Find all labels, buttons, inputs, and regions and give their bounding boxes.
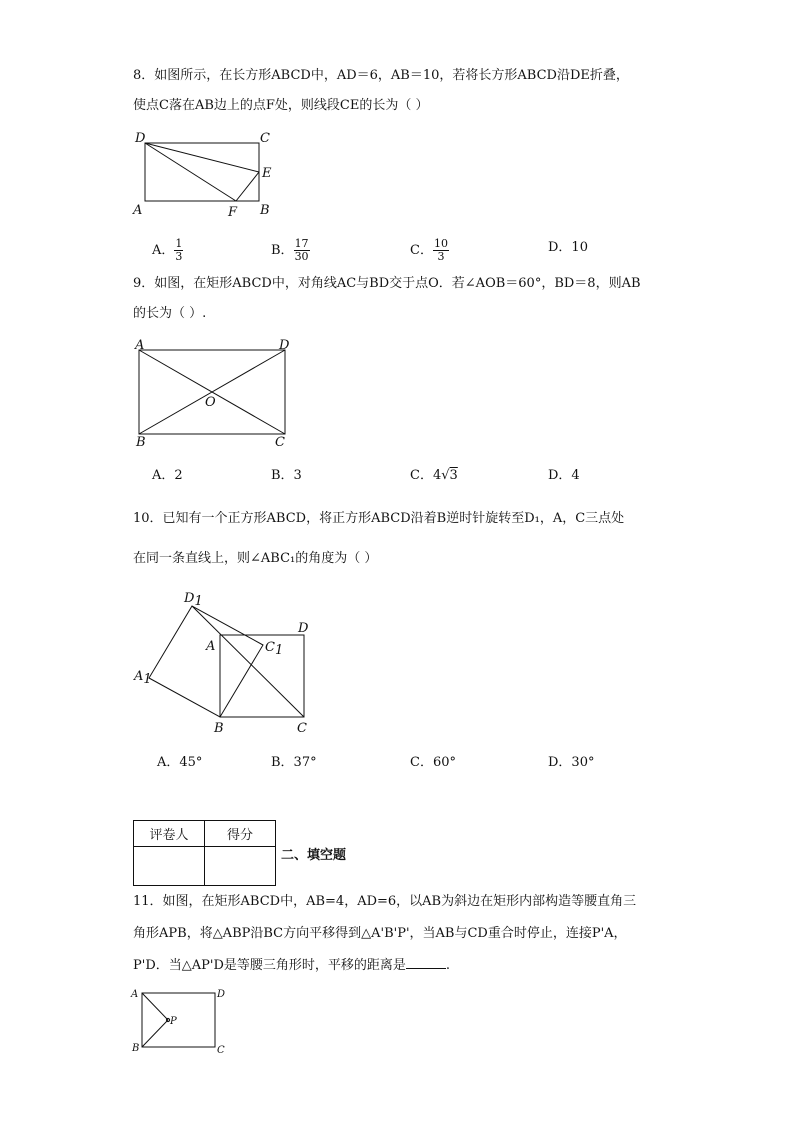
q9-option-c[interactable]: C．4√3 xyxy=(410,468,458,483)
q10-label-b: B xyxy=(214,721,224,736)
q8-option-c[interactable]: C． $\frac{10}{3}$ xyxy=(410,237,448,263)
q11-line3: P'D．当△AP'D是等腰三角形时，平移的距离是 . xyxy=(133,955,450,976)
q10-label-d1: D1 xyxy=(184,591,203,609)
grader-header: 评卷人 xyxy=(134,821,205,847)
q11-rect-abcd xyxy=(142,993,215,1047)
q8-line1: 8．如图所示，在长方形ABCD中，AD＝6，AB＝10，若将长方形ABCD沿DE折叠， xyxy=(133,68,629,83)
q10-label-c: C xyxy=(297,721,307,736)
q10-label-d: D xyxy=(298,621,309,636)
q8-option-b[interactable]: B． $\frac{17}{30}$ xyxy=(271,237,309,263)
q8-option-b-fraction: $\frac{17}{30}$ xyxy=(294,237,309,263)
q10-label-a1: A1 xyxy=(134,669,152,687)
q8-option-d[interactable]: D．10 xyxy=(548,240,588,255)
q9-option-b[interactable]: B．3 xyxy=(271,468,302,483)
q10-line2: 在同一条直线上，则∠ABC₁的角度为（ ） xyxy=(133,551,378,566)
q9-line2: 的长为（ ）. xyxy=(133,306,207,321)
q11-line2: 角形APB，将△ABP沿BC方向平移得到△A'B'P'，当AB与CD重合时停止，连接P'A， xyxy=(133,926,627,941)
q10-line1: 10．已知有一个正方形ABCD，将正方形ABCD沿着B逆时针旋转至D₁，A，C三点处 xyxy=(133,511,625,526)
q8-label-a: A xyxy=(133,203,143,218)
q9-line1: 9．如图，在矩形ABCD中，对角线AC与BD交于点O．若∠AOB＝60°，BD＝8，则AB xyxy=(133,276,641,291)
q11-label-p: P xyxy=(170,1016,177,1027)
q10-label-a: A xyxy=(206,639,216,654)
q8-option-a[interactable]: A． $\frac{1}{3}$ xyxy=(152,237,183,263)
q9-label-a: A xyxy=(135,338,145,353)
q11-label-a: A xyxy=(131,989,139,1000)
q8-option-a-fraction: $\frac{1}{3}$ xyxy=(175,237,183,263)
q9-label-o: O xyxy=(205,395,216,410)
q8-label-d: D xyxy=(135,131,146,146)
q8-option-c-fraction: $\frac{10}{3}$ xyxy=(433,237,448,263)
q10-option-a[interactable]: A．45° xyxy=(157,755,203,770)
q8-label-f: F xyxy=(228,205,238,220)
q9-option-d[interactable]: D．4 xyxy=(548,468,580,483)
q8-label-b: B xyxy=(260,203,270,218)
q11-triangle-apb xyxy=(142,993,168,1047)
q10-option-c[interactable]: C．60° xyxy=(410,755,456,770)
q9-label-d: D xyxy=(279,338,290,353)
q8-line2: 使点C落在AB边上的点F处，则线段CE的长为（ ） xyxy=(133,98,429,113)
score-header: 得分 xyxy=(205,821,276,847)
q10-option-d[interactable]: D．30° xyxy=(548,755,595,770)
sqrt-symbol: √ xyxy=(441,468,450,483)
q11-line1: 11．如图，在矩形ABCD中，AB=4，AD=6，以AB为斜边在矩形内部构造等腰直角三 xyxy=(133,894,637,909)
q11-label-d: D xyxy=(217,989,226,1000)
section-title: 二、填空题 xyxy=(281,848,347,863)
q9-option-a[interactable]: A．2 xyxy=(152,468,183,483)
q10-label-c1: C1 xyxy=(265,640,284,658)
q11-label-b: B xyxy=(132,1043,140,1054)
q11-label-c: C xyxy=(217,1045,225,1056)
q8-label-e: E xyxy=(262,166,272,181)
q9-label-c: C xyxy=(275,435,285,450)
q10-option-b[interactable]: B．37° xyxy=(271,755,317,770)
q8-label-c: C xyxy=(260,131,270,146)
q9-label-b: B xyxy=(136,435,146,450)
